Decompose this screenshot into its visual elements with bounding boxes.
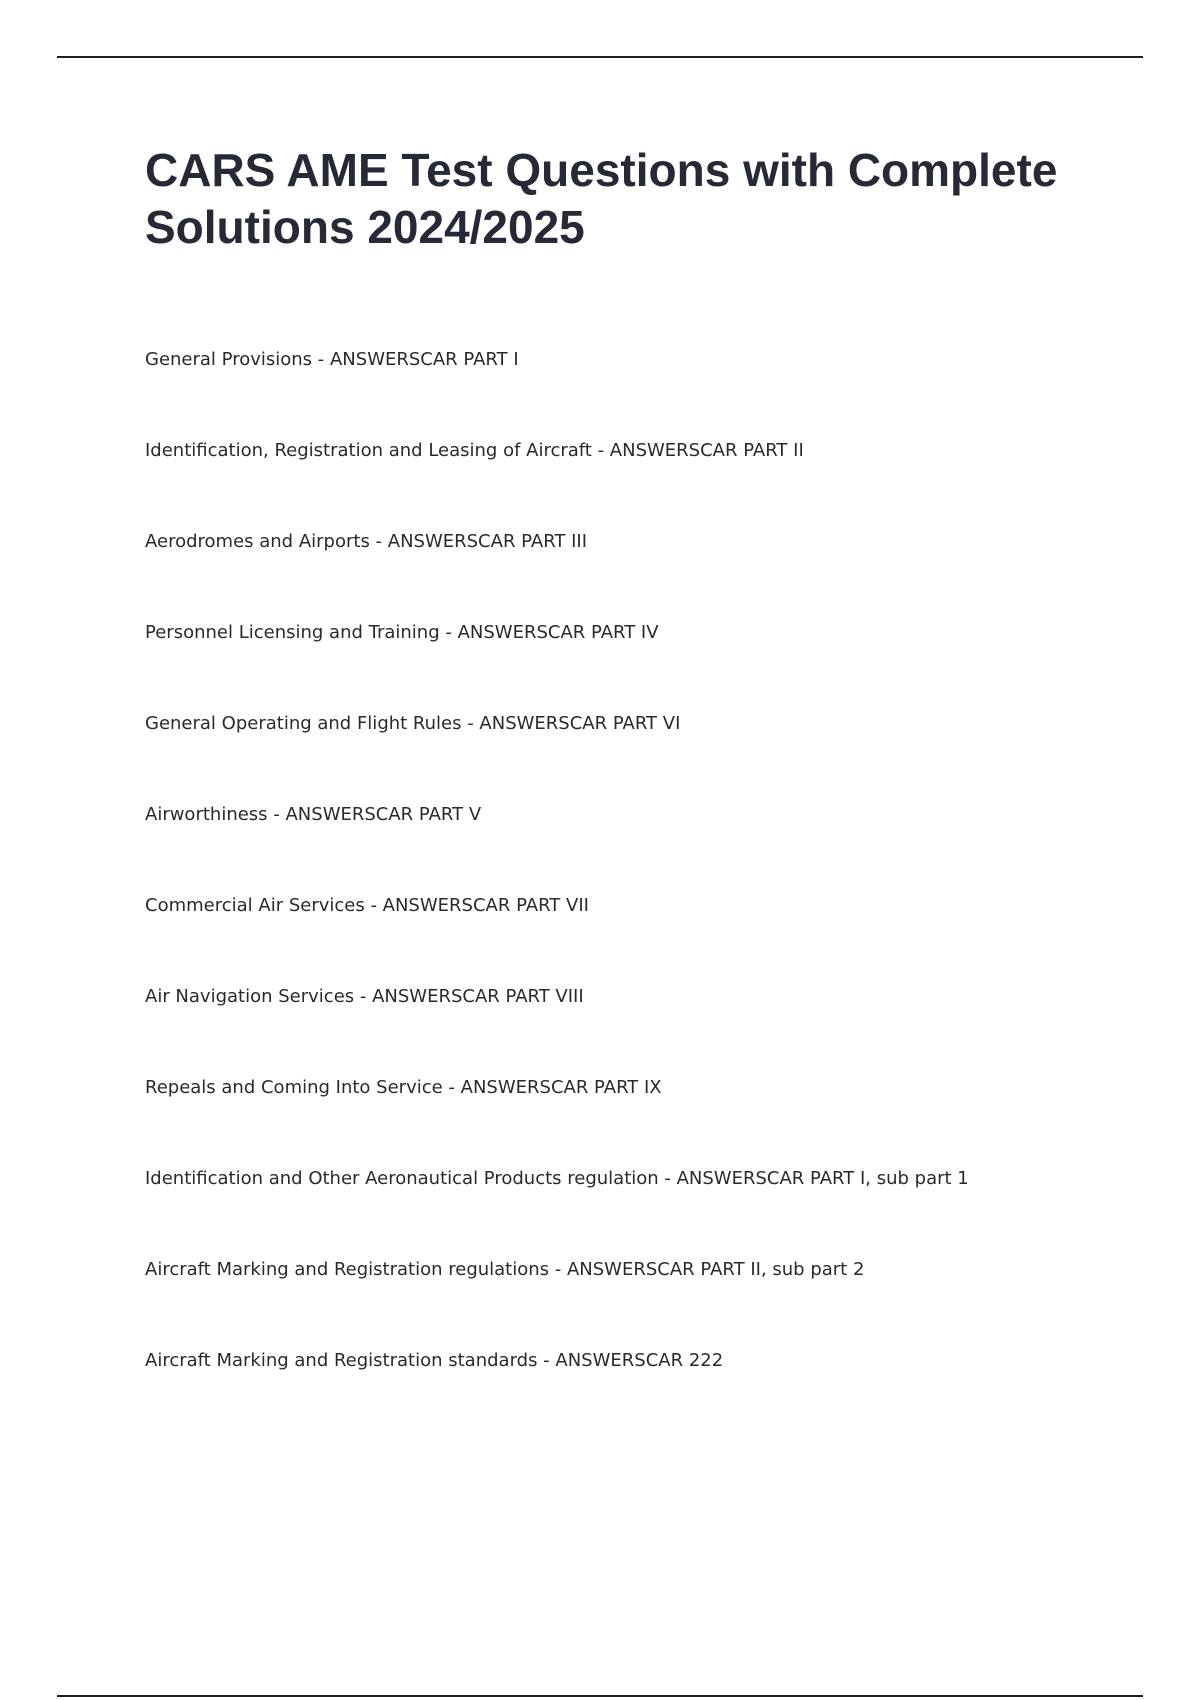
- question-item: Identification and Other Aeronautical Products regulation - ANSWERSCAR PART I, sub part 1: [145, 1168, 969, 1189]
- question-item: Identification, Registration and Leasing of Aircraft - ANSWERSCAR PART II: [145, 440, 804, 461]
- question-item: Commercial Air Services - ANSWERSCAR PART VII: [145, 895, 589, 916]
- bottom-divider: [57, 1695, 1143, 1697]
- question-item: Aircraft Marking and Registration regulations - ANSWERSCAR PART II, sub part 2: [145, 1259, 865, 1280]
- top-divider: [57, 56, 1143, 58]
- question-item: Airworthiness - ANSWERSCAR PART V: [145, 804, 482, 825]
- question-item: Personnel Licensing and Training - ANSWERSCAR PART IV: [145, 622, 659, 643]
- question-item: Repeals and Coming Into Service - ANSWERSCAR PART IX: [145, 1077, 662, 1098]
- page-title: CARS AME Test Questions with Complete Solutions 2024/2025: [145, 144, 1058, 253]
- question-item: Aircraft Marking and Registration standards - ANSWERSCAR 222: [145, 1350, 724, 1371]
- question-item: Air Navigation Services - ANSWERSCAR PART VIII: [145, 986, 584, 1007]
- question-item: Aerodromes and Airports - ANSWERSCAR PART III: [145, 531, 588, 552]
- question-item: General Provisions - ANSWERSCAR PART I: [145, 349, 519, 370]
- question-list: [145, 347, 1145, 1439]
- question-item: General Operating and Flight Rules - ANSWERSCAR PART VI: [145, 713, 681, 734]
